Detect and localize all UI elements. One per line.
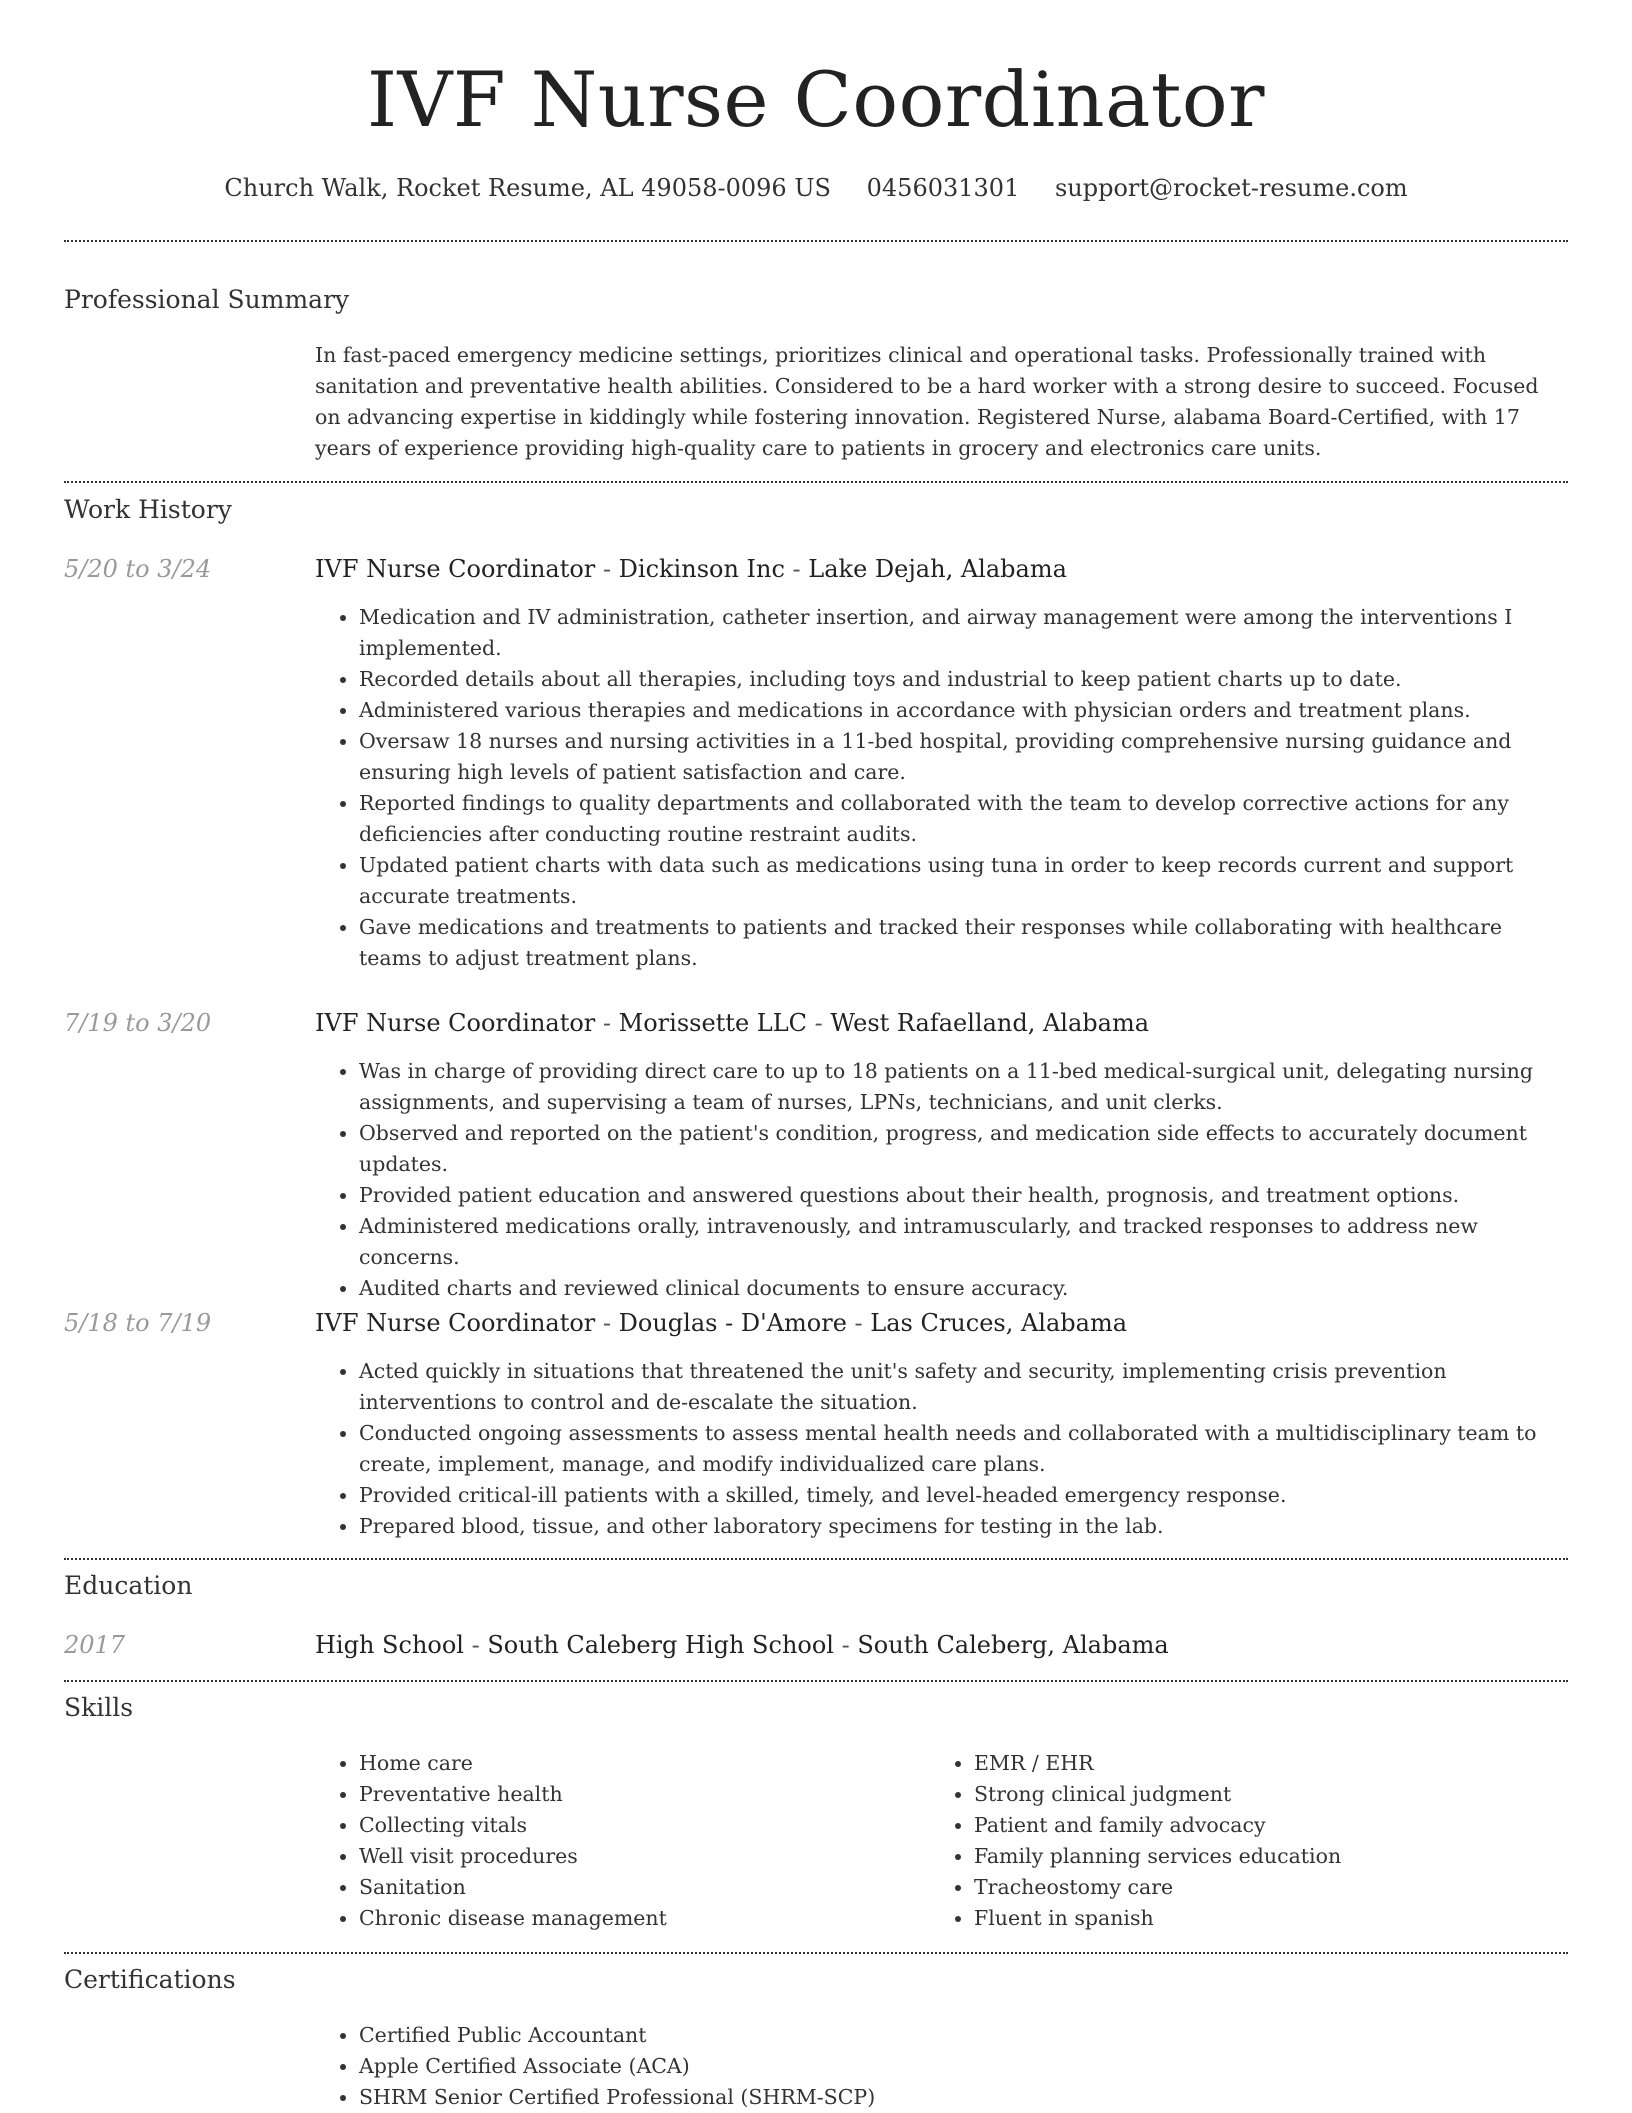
- section-title-work: Work History: [64, 495, 232, 524]
- skill-item: • Strong clinical judgment: [974, 1779, 1568, 1810]
- contact-line: [0, 170, 1632, 206]
- certification-item: • Apple Certified Associate (ACA): [359, 2051, 1568, 2082]
- job-title: [315, 1005, 1568, 1041]
- summary-text: In fast-paced emergency medicine settings, prioritizes clinical and operational tasks. Professionally trained with sanitation and preventative health abilities. Considered to be a hard worker with a strong desire to succeed. Focused on advancing expertise in kiddingly while fostering innovation. Registered Nurse, alabama Board-Certified, with 17 years of experience providing high-quality care to patients in grocery and electronics care units.: [315, 343, 1539, 460]
- section-title-skills: Skills: [64, 1693, 134, 1722]
- job-location: Las Cruces, Alabama: [870, 1309, 1128, 1337]
- skill-item: • Collecting vitals: [359, 1810, 925, 1841]
- job-bullets: [315, 602, 1568, 974]
- skill-item: • Tracheostomy care: [974, 1872, 1568, 1903]
- separator: -: [846, 1309, 871, 1337]
- separator: -: [595, 555, 619, 583]
- section-title-summary: Professional Summary: [64, 285, 350, 314]
- skill-item: • Sanitation: [359, 1872, 925, 1903]
- job-company: Morissette LLC: [618, 1009, 808, 1037]
- divider: [64, 1680, 1568, 1682]
- separator: -: [784, 555, 809, 583]
- job-bullet: • Provided critical-ill patients with a skilled, timely, and level-headed emergency response.: [359, 1480, 1568, 1511]
- job-bullet: • Provided patient education and answered questions about their health, prognosis, and treatment options.: [359, 1180, 1568, 1211]
- section-title-certifications: Certifications: [64, 1965, 236, 1994]
- job-company: Dickinson Inc: [618, 555, 785, 583]
- separator: -: [833, 1631, 858, 1659]
- separator: -: [807, 1009, 831, 1037]
- skill-item: • EMR / EHR: [974, 1748, 1568, 1779]
- job-bullet: • Audited charts and reviewed clinical documents to ensure accuracy.: [359, 1273, 1568, 1304]
- separator: -: [595, 1009, 619, 1037]
- job-bullet: • Administered various therapies and medications in accordance with physician orders and treatment plans.: [359, 695, 1568, 726]
- job-bullet: • Administered medications orally, intravenously, and intramuscularly, and tracked responses to address new concerns.: [359, 1211, 1568, 1273]
- skill-item: • Patient and family advocacy: [974, 1810, 1568, 1841]
- education-school: South Caleberg High School: [487, 1631, 834, 1659]
- section-title-education: Education: [64, 1571, 193, 1600]
- job-bullet: • Reported findings to quality departments and collaborated with the team to develop corrective actions for any deficiencies after conducting routine restraint audits.: [359, 788, 1568, 850]
- divider: [64, 1952, 1568, 1954]
- job-bullet: • Acted quickly in situations that threatened the unit's safety and security, implementing crisis prevention interventions to control and de-escalate the situation.: [359, 1356, 1568, 1418]
- education-location: South Caleberg, Alabama: [857, 1631, 1169, 1659]
- job-dates: 5/20 to 3/24: [64, 555, 212, 583]
- certification-item: • Certified Public Accountant: [359, 2020, 1568, 2051]
- contact-address: Church Walk, Rocket Resume, AL 49058-0096 US: [224, 174, 831, 202]
- education-entry: [315, 1627, 1568, 1663]
- separator: -: [463, 1631, 488, 1659]
- job-bullets: [315, 1056, 1568, 1304]
- skill-item: • Chronic disease management: [359, 1903, 925, 1934]
- skills-column-left: [315, 1748, 925, 1934]
- skill-item: • Well visit procedures: [359, 1841, 925, 1872]
- job-role: IVF Nurse Coordinator: [315, 1309, 596, 1337]
- job-dates: 5/18 to 7/19: [64, 1309, 212, 1337]
- job-role: IVF Nurse Coordinator: [315, 1009, 596, 1037]
- contact-phone: 0456031301: [866, 174, 1020, 202]
- skill-item: • Preventative health: [359, 1779, 925, 1810]
- divider: [64, 240, 1568, 242]
- job-title: [315, 1305, 1568, 1341]
- divider: [64, 1558, 1568, 1560]
- skills-list: [315, 1748, 925, 1934]
- skill-item: • Fluent in spanish: [974, 1903, 1568, 1934]
- job-bullet: • Updated patient charts with data such as medications using tuna in order to keep records current and support accurate treatments.: [359, 850, 1568, 912]
- certification-item: • SHRM Senior Certified Professional (SHRM-SCP): [359, 2082, 1568, 2113]
- resume-name: IVF Nurse Coordinator: [366, 55, 1266, 144]
- job-location: Lake Dejah, Alabama: [808, 555, 1067, 583]
- job-bullet: • Observed and reported on the patient's condition, progress, and medication side effects to accurately document updates.: [359, 1118, 1568, 1180]
- education-degree: High School: [315, 1631, 464, 1659]
- job-bullet: • Medication and IV administration, catheter insertion, and airway management were among the interventions I implemented.: [359, 602, 1568, 664]
- job-bullet: • Recorded details about all therapies, including toys and industrial to keep patient charts up to date.: [359, 664, 1568, 695]
- job-location: West Rafaelland, Alabama: [830, 1009, 1150, 1037]
- education-year: 2017: [64, 1631, 126, 1659]
- certifications-list: [315, 2020, 1568, 2113]
- job-bullets: [315, 1356, 1568, 1542]
- job-bullet: • Was in charge of providing direct care to up to 18 patients on a 11-bed medical-surgical unit, delegating nursing assignments, and supervising a team of nurses, LPNs, technicians, and unit clerks.: [359, 1056, 1568, 1118]
- job-title: [315, 551, 1568, 587]
- job-bullet: • Oversaw 18 nurses and nursing activities in a 11-bed hospital, providing comprehensive nursing guidance and ensuring high levels of patient satisfaction and care.: [359, 726, 1568, 788]
- job-dates: 7/19 to 3/20: [64, 1009, 212, 1037]
- divider: [64, 481, 1568, 483]
- separator: -: [595, 1309, 619, 1337]
- job-bullet: • Conducted ongoing assessments to assess mental health needs and collaborated with a multidisciplinary team to create, implement, manage, and modify individualized care plans.: [359, 1418, 1568, 1480]
- contact-email: support@rocket-resume.com: [1054, 174, 1408, 202]
- skills-list: [930, 1748, 1568, 1934]
- job-company: Douglas - D'Amore: [618, 1309, 847, 1337]
- job-bullet: • Prepared blood, tissue, and other laboratory specimens for testing in the lab.: [359, 1511, 1568, 1542]
- skill-item: • Family planning services education: [974, 1841, 1568, 1872]
- skills-column-right: [930, 1748, 1568, 1934]
- skill-item: • Home care: [359, 1748, 925, 1779]
- job-role: IVF Nurse Coordinator: [315, 555, 596, 583]
- job-bullet: • Gave medications and treatments to patients and tracked their responses while collaborating with healthcare teams to adjust treatment plans.: [359, 912, 1568, 974]
